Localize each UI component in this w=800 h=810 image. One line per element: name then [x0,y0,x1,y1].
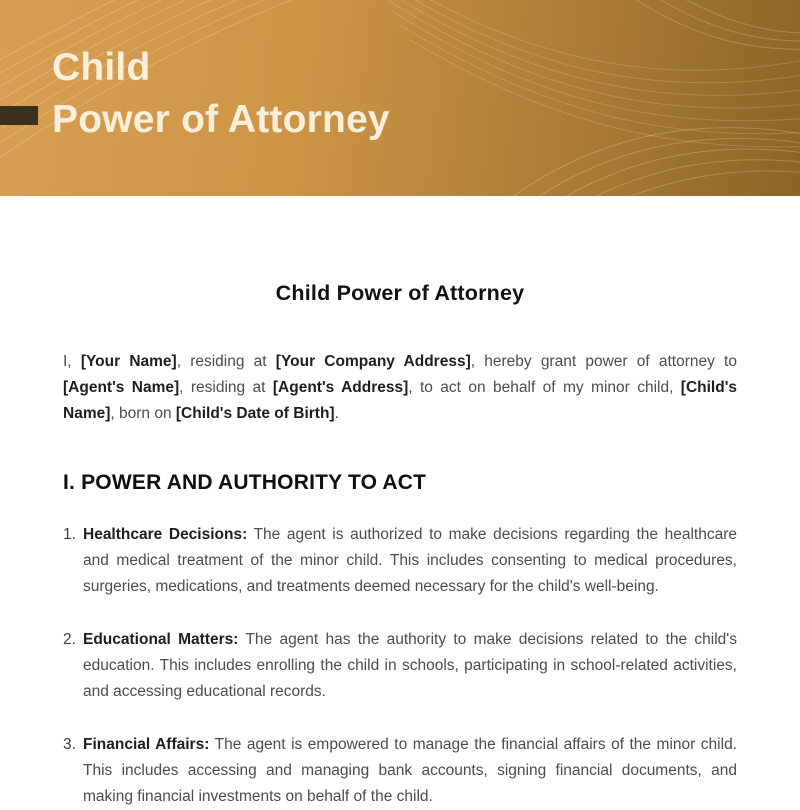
list-item-content [83,732,737,810]
list-item-lead: Financial Affairs: [83,736,210,753]
document-title: Child Power of Attorney [275,281,525,305]
list-item-text: The agent is empowered to manage the financial affairs of the minor child. This includes accessing and managing bank accounts, signing financial documents, and making financial investments on behalf of the child. [83,736,737,805]
list-item-number: 2. [63,631,76,648]
powers-list [63,522,737,810]
list-item-content [83,627,737,705]
list-item [63,522,737,600]
list-item-text: The agent is authorized to make decisions regarding the healthcare and medical treatment of the minor child. This includes consenting to medical procedures, surgeries, medications, and treatments deemed necessary for the child's well-being. [83,526,737,595]
document-body [0,196,800,810]
banner-accent-bar [0,106,38,125]
list-item-number: 3. [63,736,76,753]
section-heading: I. POWER AND AUTHORITY TO ACT [63,471,427,494]
list-item [63,627,737,705]
list-item-text: The agent has the authority to make decisions related to the child's education. This includes enrolling the child in schools, participating in school-related activities, and accessing educational records. [83,631,737,700]
list-item-lead: Educational Matters: [83,631,239,648]
banner-title [52,42,390,146]
banner [0,0,800,196]
list-item-lead: Healthcare Decisions: [83,526,248,543]
list-item-number: 1. [63,526,76,543]
banner-title-line1: Child [52,46,151,89]
banner-title-line2: Power of Attorney [52,98,390,141]
list-item [63,732,737,810]
intro-paragraph: I, [Your Name], residing at [Your Company Address], hereby grant power of attorney to [Agent's Name], residing at [Agent's Address], to act on behalf of my minor child, [Child's Name], born on [Child's Date of Birth]. [63,353,738,422]
list-item-content [83,522,737,600]
